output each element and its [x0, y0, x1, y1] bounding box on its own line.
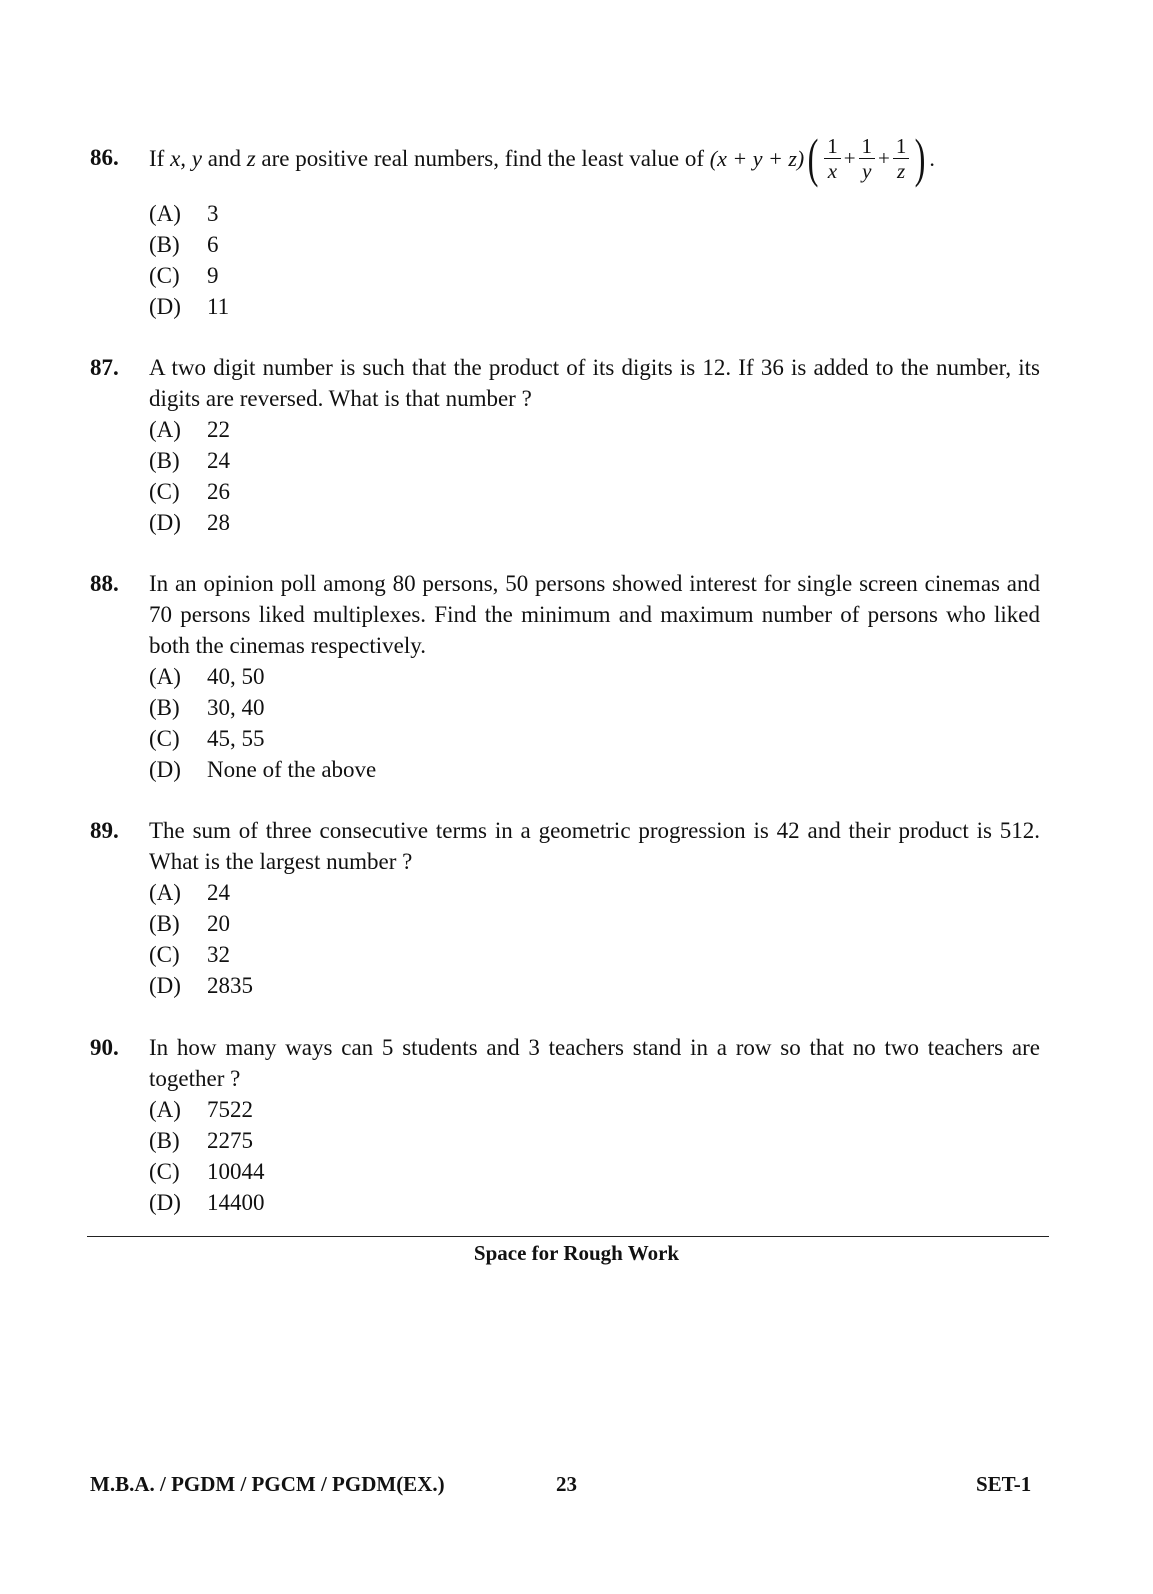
fraction-3: $\frac{1}{z}$	[893, 134, 910, 183]
option-b[interactable]: (B) 2275	[149, 1128, 253, 1153]
var-z: z	[246, 145, 256, 171]
option-b[interactable]: (B) 24	[149, 448, 230, 473]
question-text: A two digit number is such that the product of its digits is 12. If 36 is added to the number, its digits are reversed. What is that number ?	[149, 355, 1040, 411]
question-text	[149, 128, 1040, 188]
options-list	[149, 198, 1040, 322]
horizontal-rule	[87, 1236, 1049, 1237]
question-text: The sum of three consecutive terms in a geometric progression is 42 and their product is 512. What is the largest number ?	[149, 818, 1040, 874]
question-87	[90, 352, 1040, 538]
question-number: 86.	[90, 145, 119, 170]
fraction-1: $\frac{1}{x}$	[824, 134, 841, 183]
question-number: 87.	[90, 355, 119, 380]
question-90	[90, 1032, 1040, 1218]
question-number: 88.	[90, 571, 119, 596]
option-b[interactable]: (B) 20	[149, 911, 230, 936]
question-text: In how many ways can 5 students and 3 teachers stand in a row so that no two teachers are together ?	[149, 1035, 1040, 1091]
question-86	[90, 128, 1040, 322]
plus-1: +	[843, 145, 856, 170]
rough-work-heading: Space for Rough Work	[473, 1241, 680, 1265]
plus-2: +	[878, 145, 890, 170]
text-middle: are positive real numbers, find the least value of	[261, 145, 705, 171]
options-list	[149, 1094, 1040, 1218]
option-a[interactable]: (A) 3	[149, 201, 219, 226]
options-list	[149, 414, 1040, 538]
question-number: 90.	[90, 1035, 119, 1060]
option-d[interactable]: (D) 14400	[149, 1190, 265, 1215]
text-prefix: If	[149, 145, 165, 171]
fraction-2: $\frac{1}{y}$	[859, 134, 876, 183]
option-a[interactable]: (A) 24	[149, 880, 230, 905]
option-d[interactable]: (D) 2835	[149, 973, 253, 998]
expr-end: .	[929, 145, 935, 171]
option-d[interactable]: (D) 11	[149, 294, 230, 319]
option-d[interactable]: (D) None of the above	[149, 757, 377, 782]
right-paren: )	[914, 128, 926, 188]
footer-course: M.B.A. / PGDM / PGCM / PGDM(EX.)	[90, 1472, 445, 1496]
expr-lhs: (x + y + z)	[709, 145, 805, 171]
option-b[interactable]: (B) 30, 40	[149, 695, 265, 720]
left-paren: (	[807, 128, 819, 188]
option-c[interactable]: (C) 32	[149, 942, 230, 967]
options-list	[149, 877, 1040, 1001]
options-list	[149, 661, 1040, 785]
option-c[interactable]: (C) 10044	[149, 1159, 265, 1184]
question-text: In an opinion poll among 80 persons, 50 persons showed interest for single screen cinemas and 70 persons liked multiplexes. Find the minimum and maximum number of persons who liked both the cinemas respectively.	[149, 571, 1040, 658]
option-a[interactable]: (A) 7522	[149, 1097, 253, 1122]
var-xy: x, y	[170, 145, 202, 171]
option-d[interactable]: (D) 28	[149, 510, 230, 535]
text-and: and	[207, 145, 241, 171]
question-89	[90, 815, 1040, 1001]
footer-set: SET-1	[976, 1472, 1032, 1496]
option-c[interactable]: (C) 26	[149, 479, 230, 504]
option-c[interactable]: (C) 45, 55	[149, 726, 265, 751]
footer-page-number: 23	[556, 1472, 577, 1496]
math-expression	[709, 128, 935, 188]
option-a[interactable]: (A) 22	[149, 417, 230, 442]
question-88	[90, 568, 1040, 785]
option-a[interactable]: (A) 40, 50	[149, 664, 265, 689]
option-c[interactable]: (C) 9	[149, 263, 219, 288]
option-b[interactable]: (B) 6	[149, 232, 219, 257]
question-number: 89.	[90, 818, 119, 843]
